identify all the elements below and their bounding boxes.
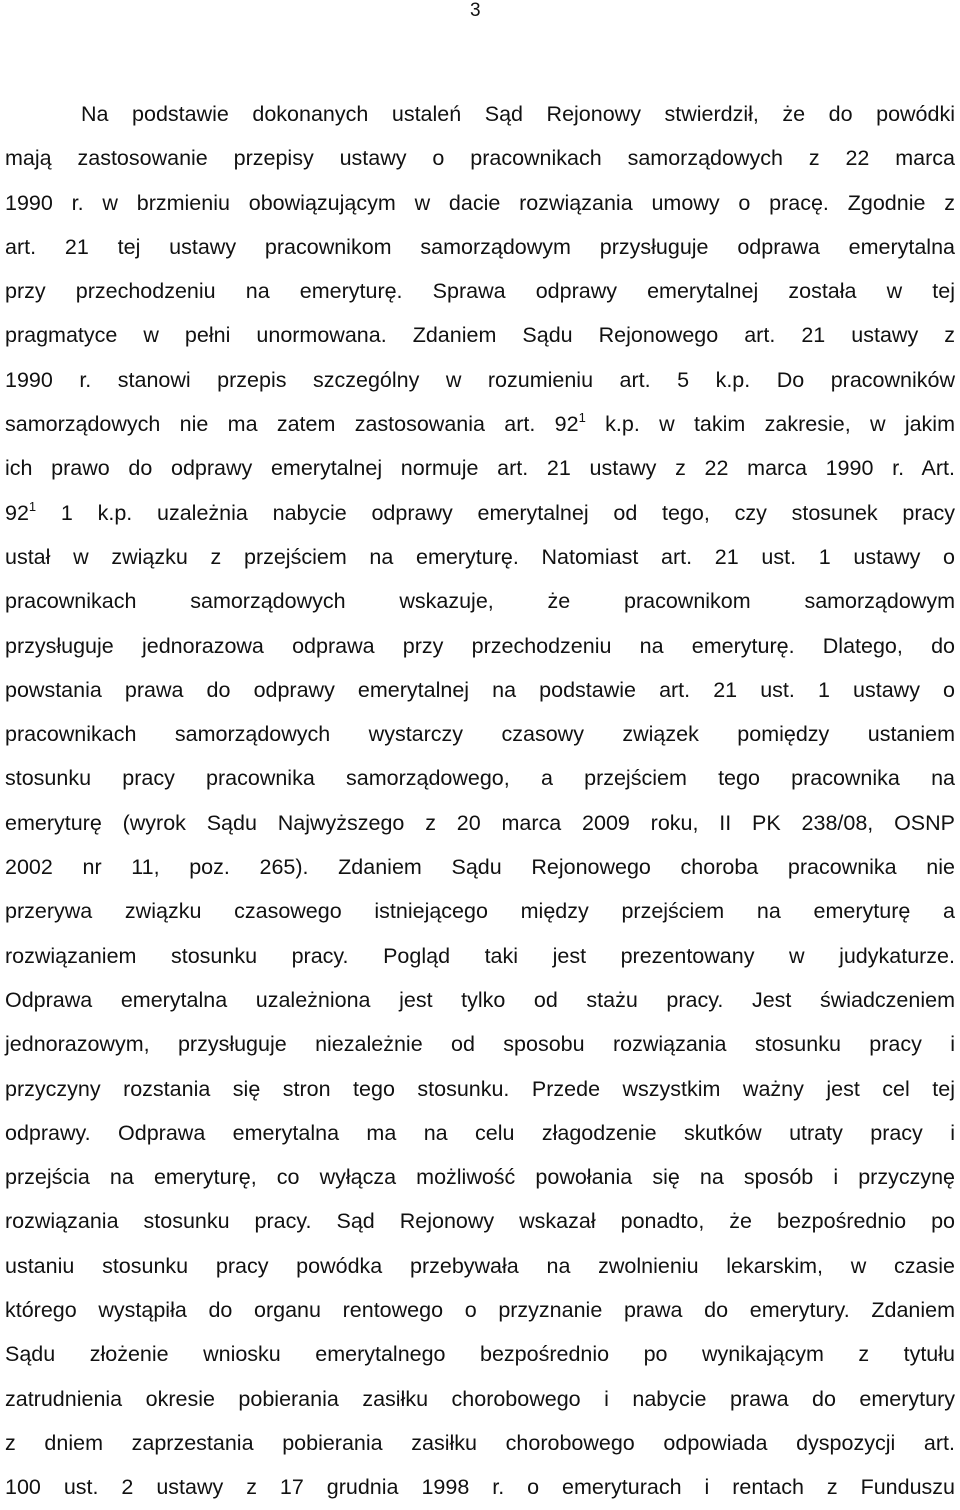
text-line bbox=[5, 491, 955, 535]
text-line: rozwiązania stosunku pracy. Sąd Rejonowy wskazał ponadto, że bezpośrednio po bbox=[5, 1209, 955, 1234]
text-line: przejścia na emeryturę, co wyłącza możliwość powołania się na sposób i przyczynę bbox=[5, 1165, 955, 1190]
text-line: jednorazowym, przysługuje niezależnie od sposobu rozwiązania stosunku pracy i bbox=[5, 1032, 955, 1057]
page-number: 3 bbox=[470, 0, 481, 21]
text-line: emeryturę (wyrok Sądu Najwyższego z 20 marca 2009 roku, II PK 238/08, OSNP bbox=[5, 810, 955, 835]
text-line: pracownikach samorządowych wystarczy czasowy związek pomiędzy ustaniem bbox=[5, 722, 955, 747]
superscript: 1 bbox=[578, 410, 586, 426]
text-line: przerywa związku czasowego istniejącego między przejściem na emeryturę a bbox=[5, 899, 955, 924]
text-line: art. 21 tej ustawy pracownikom samorządowym przysługuje odprawa emerytalna bbox=[5, 234, 955, 259]
text-line: ustaniu stosunku pracy powódka przebywała na zwolnieniu lekarskim, w czasie bbox=[5, 1253, 955, 1278]
text-line: 1990 r. stanowi przepis szczególny w rozumieniu art. 5 k.p. Do pracowników bbox=[5, 367, 955, 392]
text-line: stosunku pracy pracownika samorządowego, a przejściem tego pracownika na bbox=[5, 766, 955, 791]
text-line bbox=[5, 402, 955, 446]
text-segment: samorządowych nie ma zatem zastosowania art. 92 bbox=[5, 412, 579, 437]
superscript: 1 bbox=[28, 498, 37, 514]
text-line: pragmatyce w pełni unormowana. Zdaniem Sądu Rejonowego art. 21 ustawy z bbox=[5, 323, 955, 348]
text-line: przy przechodzeniu na emeryturę. Sprawa odprawy emerytalnej została w tej bbox=[5, 279, 955, 304]
text-line: z dniem zaprzestania pobierania zasiłku chorobowego odpowiada dyspozycji art. bbox=[5, 1430, 955, 1455]
text-line: Odprawa emerytalna uzależniona jest tylko od stażu pracy. Jest świadczeniem bbox=[5, 987, 955, 1012]
text-line: odprawy. Odprawa emerytalna ma na celu złagodzenie skutków utraty pracy i bbox=[5, 1120, 955, 1145]
text-line: Sądu złożenie wniosku emerytalnego bezpośrednio po wynikającym z tytułu bbox=[5, 1342, 955, 1367]
text-line: pracownikach samorządowych wskazuje, że pracownikom samorządowym bbox=[5, 589, 955, 614]
text-line: 1990 r. w brzmieniu obowiązującym w dacie rozwiązania umowy o pracę. Zgodnie z bbox=[5, 190, 955, 215]
text-line: 2002 nr 11, poz. 265). Zdaniem Sądu Rejonowego choroba pracownika nie bbox=[5, 855, 955, 880]
text-line: mają zastosowanie przepisy ustawy o pracownikach samorządowych z 22 marca bbox=[5, 146, 955, 171]
text-segment: 92 bbox=[5, 500, 29, 525]
text-line: rozwiązaniem stosunku pracy. Pogląd taki jest prezentowany w judykaturze. bbox=[5, 943, 955, 968]
text-line: którego wystąpiła do organu rentowego o przyznanie prawa do emerytury. Zdaniem bbox=[5, 1298, 955, 1323]
body-text bbox=[5, 92, 955, 1510]
text-segment: k.p. w takim zakresie, w jakim bbox=[585, 412, 955, 437]
text-line: 100 ust. 2 ustawy z 17 grudnia 1998 r. o emeryturach i rentach z Funduszu bbox=[5, 1475, 955, 1500]
text-line: powstania prawa do odprawy emerytalnej na podstawie art. 21 ust. 1 ustawy o bbox=[5, 677, 955, 702]
text-line: przyczyny rozstania się stron tego stosunku. Przede wszystkim ważny jest cel tej bbox=[5, 1076, 955, 1101]
text-line: ich prawo do odprawy emerytalnej normuje art. 21 ustawy z 22 marca 1990 r. Art. bbox=[5, 456, 955, 481]
text-line: ustał w związku z przejściem na emeryturę. Natomiast art. 21 ust. 1 ustawy o bbox=[5, 544, 955, 569]
text-line: przysługuje jednorazowa odprawa przy przechodzeniu na emeryturę. Dlatego, do bbox=[5, 633, 955, 658]
text-line: zatrudnienia okresie pobierania zasiłku chorobowego i nabycie prawa do emerytury bbox=[5, 1386, 955, 1411]
text-line: Na podstawie dokonanych ustaleń Sąd Rejonowy stwierdził, że do powódki bbox=[81, 102, 955, 126]
text-segment: 1 k.p. uzależnia nabycie odprawy emerytalnej od tego, czy stosunek pracy bbox=[36, 500, 955, 525]
